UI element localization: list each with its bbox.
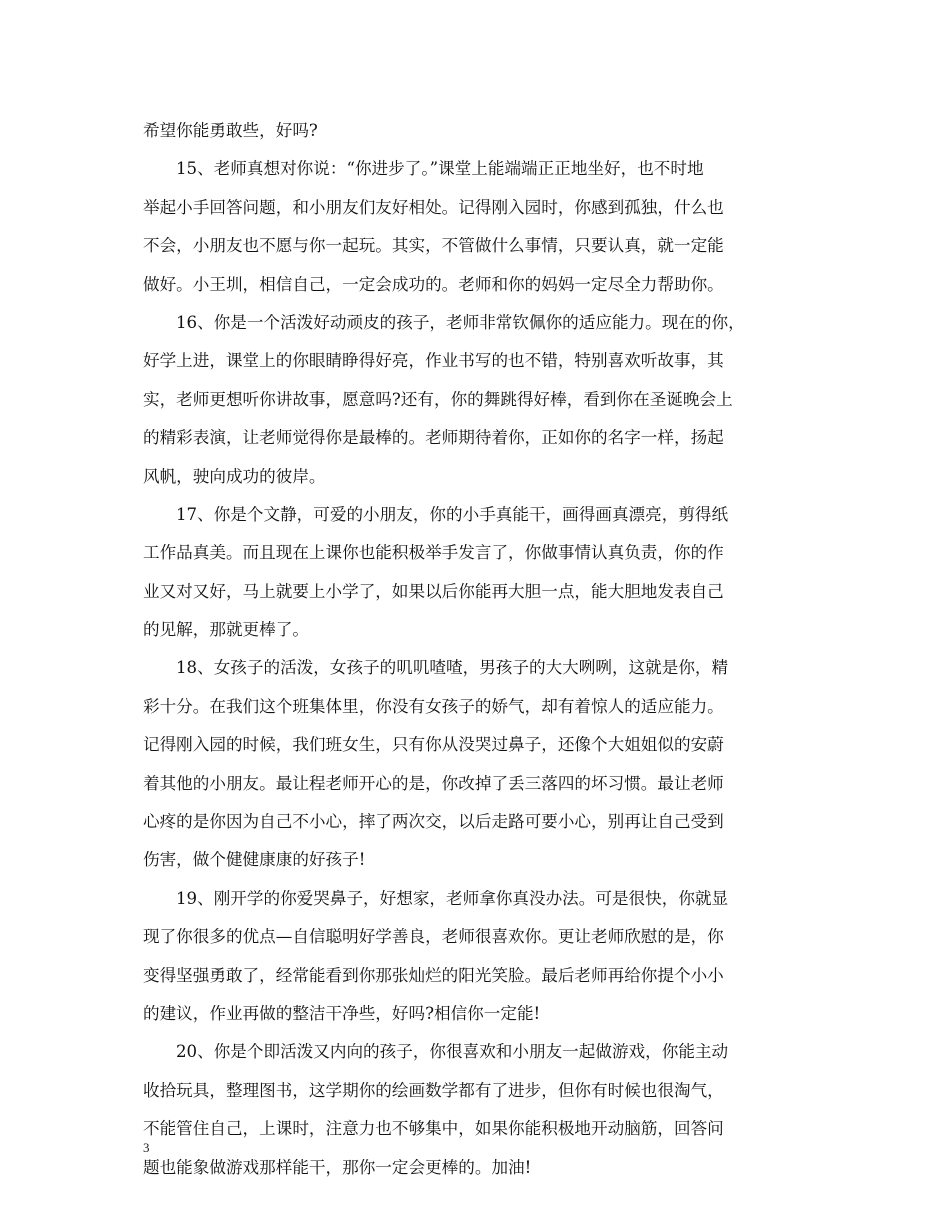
text-line: 伤害，做个健健康康的好孩子! — [143, 850, 366, 870]
text-line: 变得坚强勇敢了，经常能看到你那张灿烂的阳光笑脸。最后老师再给你提个小小 — [143, 965, 724, 985]
text-line: 做好。小王圳，相信自己，一定会成功的。老师和你的妈妈一定尽全力帮助你。 — [143, 274, 724, 294]
text-line: 希望你能勇敢些，好吗? — [143, 121, 318, 140]
text-line: 的建议，作业再做的整洁干净些，好吗?相信你一定能! — [143, 1003, 541, 1023]
text-line: 风帆，驶向成功的彼岸。 — [143, 466, 326, 486]
paragraph-16-line: 16、你是一个活泼好动顽皮的孩子，老师非常钦佩你的适应能力。现在的你， — [176, 312, 745, 332]
paragraph-19-line: 19、刚开学的你爱哭鼻子，好想家，老师拿你真没办法。可是很快，你就显 — [176, 888, 729, 908]
paragraph-18-line: 18、女孩子的活泼，女孩子的叽叽喳喳，男孩子的大大咧咧，这就是你，精 — [176, 658, 729, 678]
text-line: 题也能象做游戏那样能干，那你一定会更棒的。加油! — [143, 1157, 532, 1177]
text-line: 收拾玩具，整理图书，这学期你的绘画数学都有了进步，但你有时候也很淘气， — [143, 1080, 724, 1100]
text-line: 现了你很多的优点—自信聪明好学善良，老师很喜欢你。更让老师欣慰的是，你 — [143, 927, 724, 947]
text-line: 不会，小朋友也不愿与你一起玩。其实，不管做什么事情，只要认真，就一定能 — [143, 236, 724, 256]
text-line: 好学上进，课堂上的你眼睛睁得好亮，作业书写的也不错，特别喜欢听故事，其 — [143, 351, 724, 371]
text-line: 的精彩表演，让老师觉得你是最棒的。老师期待着你，正如你的名字一样，扬起 — [143, 428, 724, 448]
text-line: 的见解，那就更棒了。 — [143, 620, 309, 640]
text-line: 心疼的是你因为自己不小心，摔了两次交，以后走路可要小心，别再让自己受到 — [143, 812, 724, 832]
paragraph-15-line: 15、老师真想对你说：“你进步了。”课堂上能端端正正地坐好，也不时地 — [176, 159, 704, 179]
text-line: 着其他的小朋友。最让程老师开心的是，你改掉了丢三落四的坏习惯。最让老师 — [143, 773, 724, 793]
text-line: 彩十分。在我们这个班集体里，你没有女孩子的娇气，却有着惊人的适应能力。 — [143, 696, 724, 716]
document-body — [143, 112, 811, 1187]
text-line: 业又对又好，马上就要上小学了，如果以后你能再大胆一点，能大胆地发表自己 — [143, 581, 724, 601]
text-line: 记得刚入园的时候，我们班女生，只有你从没哭过鼻子，还像个大姐姐似的安蔚 — [143, 735, 724, 755]
text-line: 举起小手回答问题，和小朋友们友好相处。记得刚入园时，你感到孤独，什么也 — [143, 197, 724, 217]
text-line: 工作品真美。而且现在上课你也能积极举手发言了，你做事情认真负责，你的作 — [143, 543, 724, 563]
paragraph-20-line: 20、你是个即活泼又内向的孩子，你很喜欢和小朋友一起做游戏，你能主动 — [176, 1042, 729, 1062]
text-line: 实，老师更想听你讲故事，愿意吗?还有，你的舞跳得好棒，看到你在圣诞晚会上 — [143, 389, 733, 409]
paragraph-17-line: 17、你是个文静，可爱的小朋友，你的小手真能干，画得画真漂亮，剪得纸 — [176, 504, 729, 524]
text-line: 不能管住自己，上课时，注意力也不够集中，如果你能积极地开动脑筋，回答问 — [143, 1119, 724, 1139]
page-number: 3 — [143, 1140, 150, 1155]
